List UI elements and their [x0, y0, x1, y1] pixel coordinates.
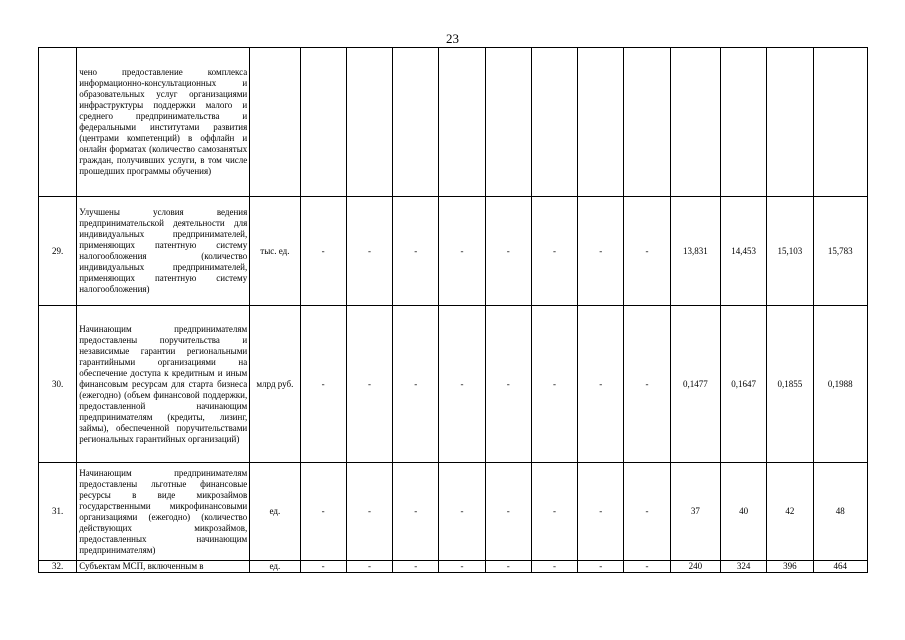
- year-value-cell: -: [346, 306, 392, 463]
- year-value-cell: -: [531, 197, 577, 306]
- year-value-cell: -: [393, 306, 439, 463]
- year-value-cell: [439, 48, 485, 197]
- year-value-cell: [531, 48, 577, 197]
- year-value-cell: [346, 48, 392, 197]
- row-number: [39, 48, 77, 197]
- page-number: 23: [446, 31, 459, 46]
- indicators-table: [38, 47, 868, 573]
- year-value-cell: [300, 48, 346, 197]
- row-number: 32.: [39, 561, 77, 573]
- year-value-cell: 14,453: [720, 197, 766, 306]
- year-value-cell: [767, 48, 813, 197]
- year-value-cell: 0,1647: [720, 306, 766, 463]
- year-value-cell: 0,1477: [670, 306, 720, 463]
- table-row: [39, 48, 868, 197]
- year-value-cell: [393, 48, 439, 197]
- year-value-cell: -: [439, 197, 485, 306]
- year-value-cell: 15,103: [767, 197, 813, 306]
- year-value-cell: -: [439, 463, 485, 561]
- year-value-cell: -: [531, 463, 577, 561]
- year-value-cell: -: [300, 197, 346, 306]
- year-value-cell: [624, 48, 670, 197]
- year-value-cell: -: [346, 197, 392, 306]
- year-value-cell: 324: [720, 561, 766, 573]
- year-value-cell: -: [300, 561, 346, 573]
- year-value-cell: -: [578, 463, 624, 561]
- year-value-cell: -: [624, 561, 670, 573]
- year-value-cell: 0,1855: [767, 306, 813, 463]
- indicator-description: Улучшены условия ведения предпринимательской деятельности для индивидуальных предпринимателей, применяющих патентную систему налогообложения (количество индивидуальных предпринимателей, применяющих патентную систему налогообложения): [77, 197, 250, 306]
- unit-cell: ед.: [250, 561, 300, 573]
- indicator-description: Начинающим предпринимателям предоставлены поручительства и независимые гарантии региональными гарантийными организациями на обеспечение доступа к кредитным и иным финансовым ресурсам для старта бизнеса (ежегодно) (объем финансовой поддержки, предоставленной начинающим предпринимателям (кредиты, лизинг, займы), обеспеченной поручительствами региональных гарантийных организаций): [77, 306, 250, 463]
- unit-cell: тыс. ед.: [250, 197, 300, 306]
- year-value-cell: [720, 48, 766, 197]
- year-value-cell: -: [485, 197, 531, 306]
- year-value-cell: 42: [767, 463, 813, 561]
- year-value-cell: [813, 48, 868, 197]
- year-value-cell: -: [485, 306, 531, 463]
- year-value-cell: -: [439, 561, 485, 573]
- year-value-cell: -: [300, 463, 346, 561]
- table-row: [39, 463, 868, 561]
- row-number: 29.: [39, 197, 77, 306]
- year-value-cell: -: [300, 306, 346, 463]
- row-number: 31.: [39, 463, 77, 561]
- year-value-cell: 0,1988: [813, 306, 868, 463]
- indicator-description: Субъектам МСП, включенным в: [77, 561, 250, 573]
- row-number: 30.: [39, 306, 77, 463]
- year-value-cell: -: [624, 306, 670, 463]
- year-value-cell: -: [346, 561, 392, 573]
- year-value-cell: -: [393, 561, 439, 573]
- year-value-cell: -: [439, 306, 485, 463]
- year-value-cell: [670, 48, 720, 197]
- year-value-cell: -: [393, 197, 439, 306]
- unit-cell: ед.: [250, 463, 300, 561]
- unit-cell: [250, 48, 300, 197]
- year-value-cell: [485, 48, 531, 197]
- year-value-cell: -: [485, 463, 531, 561]
- year-value-cell: 396: [767, 561, 813, 573]
- indicator-description: Начинающим предпринимателям предоставлены льготные финансовые ресурсы в виде микрозаймов государственными микрофинансовыми организациями (ежегодно) (количество действующих микрозаймов, предоставленных начинающим предпринимателям): [77, 463, 250, 561]
- year-value-cell: 13,831: [670, 197, 720, 306]
- year-value-cell: -: [624, 197, 670, 306]
- unit-cell: млрд руб.: [250, 306, 300, 463]
- year-value-cell: [578, 48, 624, 197]
- year-value-cell: -: [578, 197, 624, 306]
- year-value-cell: 464: [813, 561, 868, 573]
- year-value-cell: -: [393, 463, 439, 561]
- table-row: [39, 306, 868, 463]
- year-value-cell: -: [346, 463, 392, 561]
- table-row: [39, 561, 868, 573]
- year-value-cell: -: [624, 463, 670, 561]
- year-value-cell: 15,783: [813, 197, 868, 306]
- year-value-cell: -: [578, 306, 624, 463]
- year-value-cell: 48: [813, 463, 868, 561]
- indicator-description: чено предоставление комплекса информационно-консультационных и образовательных услуг организациями инфраструктуры поддержки малого и среднего предпринимательства и федеральными институтами развития (центрами компетенций) в оффлайн и онлайн форматах (количество самозанятых граждан, получивших услуги, в том числе прошедших программы обучения): [77, 48, 250, 197]
- year-value-cell: 240: [670, 561, 720, 573]
- year-value-cell: -: [578, 561, 624, 573]
- table-row: [39, 197, 868, 306]
- year-value-cell: -: [531, 306, 577, 463]
- year-value-cell: -: [531, 561, 577, 573]
- year-value-cell: 37: [670, 463, 720, 561]
- year-value-cell: -: [485, 561, 531, 573]
- year-value-cell: 40: [720, 463, 766, 561]
